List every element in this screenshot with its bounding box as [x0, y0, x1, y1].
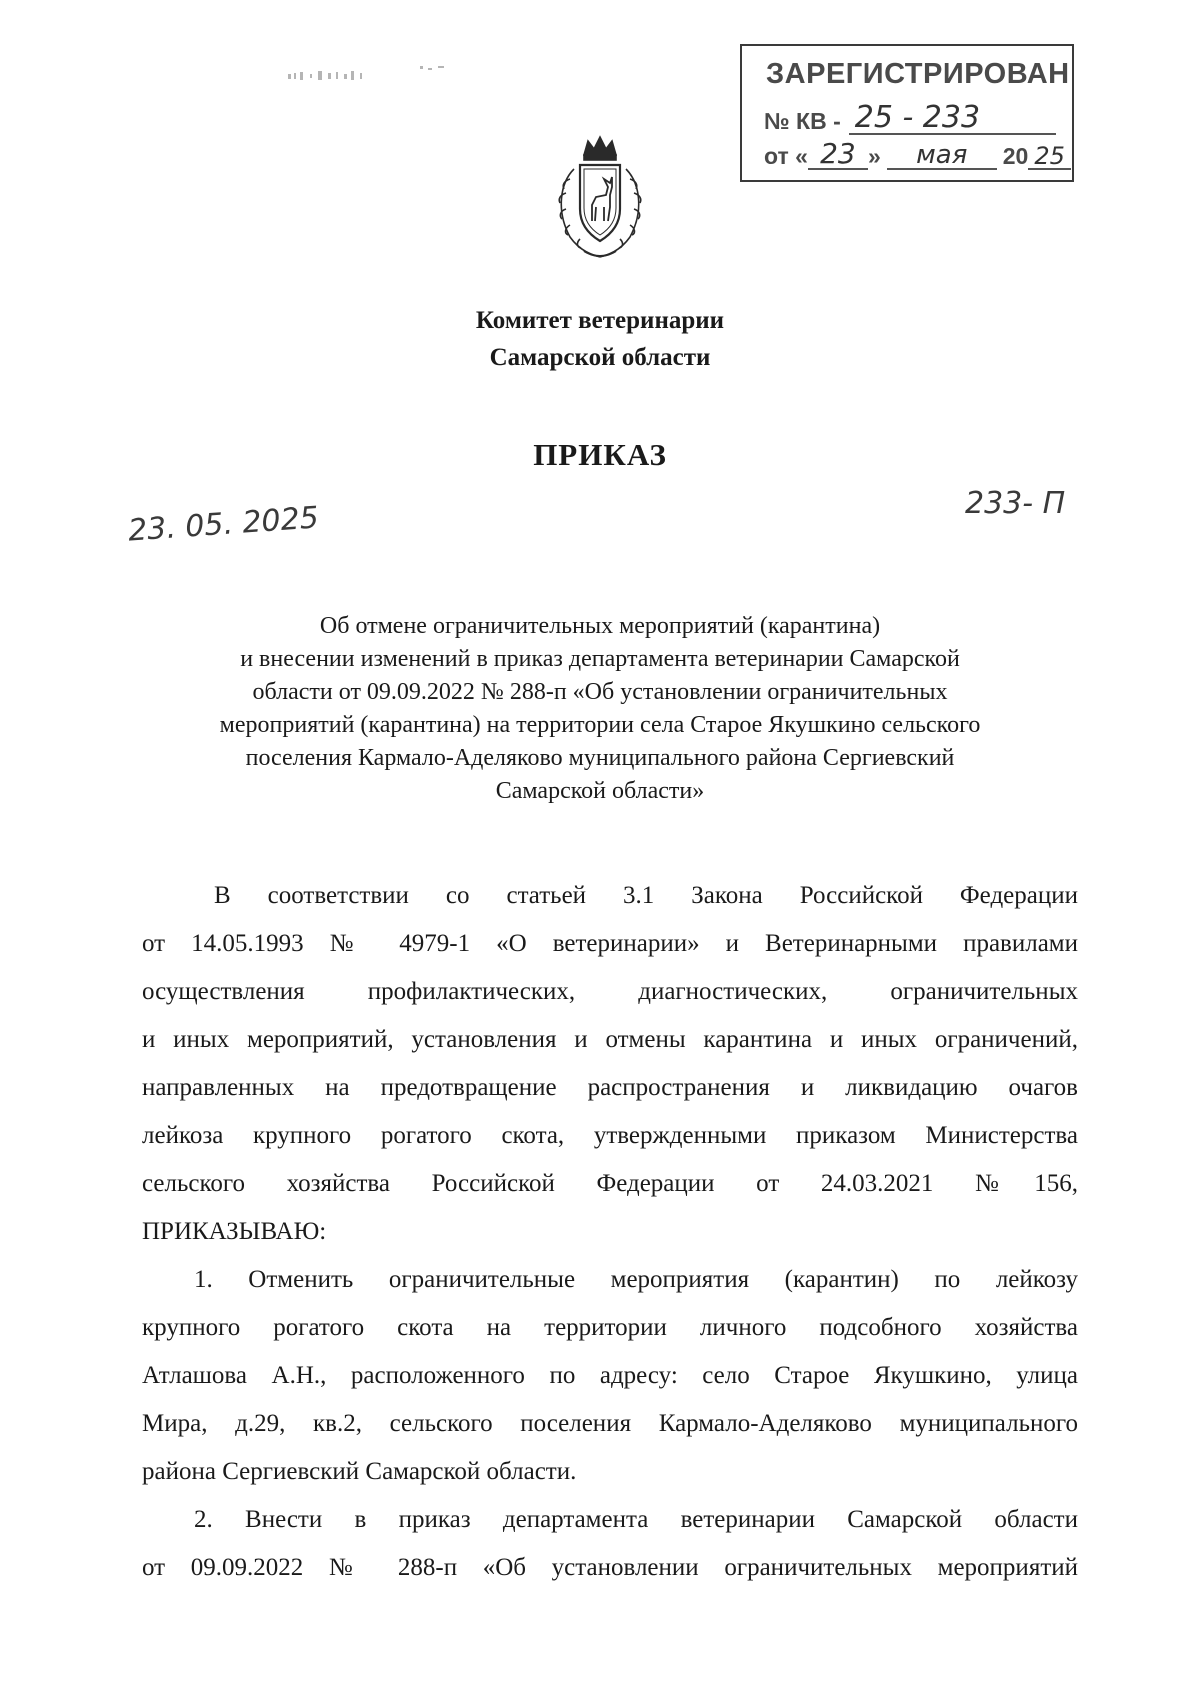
subject-line: мероприятий (карантина) на территории села Старое Якушкино сельского	[219, 712, 981, 738]
item-2-line: 2. Внести в приказ департамента ветеринарии Самарской области	[194, 1506, 1078, 1533]
preamble-line: сельского хозяйства Российской Федерации от 24.03.2021 №156,	[142, 1170, 1078, 1197]
stamp-date-year-prefix: 20	[1002, 143, 1029, 169]
stamp-number-label: № КВ -	[764, 108, 841, 134]
handwritten-number: 233- П	[965, 486, 1066, 521]
item-1-line: Мира, д.29, кв.2, сельского поселения Кармало-Аделяково муниципального	[142, 1410, 1078, 1437]
stamp-number-row	[764, 100, 1056, 135]
stamp-title: ЗАРЕГИСТРИРОВАН	[766, 58, 1070, 90]
stamp-number-value: 25 - 233	[849, 103, 1056, 135]
org-name-line-1: Комитет ветеринарии	[475, 307, 725, 334]
preamble-line: от 14.05.1993 № 4979-1 «О ветеринарии» и Ветеринарными правилами	[142, 930, 1078, 957]
item-1-line: 1. Отменить ограничительные мероприятия (карантин) по лейкозу	[194, 1266, 1078, 1293]
item-1-last-line: района Сергиевский Самарской области.	[142, 1458, 577, 1485]
stamp-date-prefix: от «	[764, 143, 808, 169]
preamble-line: и иных мероприятий, установления и отмены карантина и иных ограничений,	[142, 1026, 1078, 1053]
scan-noise	[288, 64, 448, 88]
stamp-date-day: 23	[808, 140, 868, 170]
subject-line: поселения Кармало-Аделяково муниципального района Сергиевский	[245, 745, 955, 771]
subject-line: и внесении изменений в приказ департамента ветеринарии Самарской	[240, 646, 960, 672]
preamble-line: лейкоза крупного рогатого скота, утвержденными приказом Министерства	[142, 1122, 1078, 1149]
subject-line: области от 09.09.2022 № 288-п «Об установлении ограничительных	[252, 679, 948, 705]
preamble-line: осуществления профилактических, диагностических, ограничительных	[142, 978, 1078, 1005]
document-subject	[100, 610, 1100, 808]
handwritten-date: 23. 05. 2025	[127, 500, 320, 549]
org-name-line-2: Самарской области	[489, 344, 711, 371]
preamble-line: направленных на предотвращение распространения и ликвидацию очагов	[142, 1074, 1078, 1101]
stamp-date-year-suffix: 25	[1028, 144, 1071, 170]
item-1-line: крупного рогатого скота на территории личного подсобного хозяйства	[142, 1314, 1078, 1341]
preamble-line: В соответствии со статьей 3.1 Закона Российской Федерации	[214, 882, 1078, 909]
registration-stamp	[740, 44, 1074, 182]
command-line: ПРИКАЗЫВАЮ:	[142, 1218, 327, 1245]
samara-coat-of-arms-icon	[540, 133, 660, 263]
item-1-line: Атлашова А.Н., расположенного по адресу: село Старое Якушкино, улица	[142, 1362, 1078, 1389]
subject-line: Самарской области»	[495, 778, 705, 804]
stamp-date-row	[764, 137, 1071, 170]
stamp-date-month: мая	[887, 142, 997, 170]
subject-line: Об отмене ограничительных мероприятий (карантина)	[319, 613, 881, 639]
document-type-title: ПРИКАЗ	[533, 437, 667, 472]
stamp-date-middle: »	[867, 143, 881, 169]
item-2-line: от 09.09.2022 № 288-п «Об установлении ограничительных мероприятий	[142, 1554, 1078, 1581]
document-body	[142, 872, 1078, 1592]
